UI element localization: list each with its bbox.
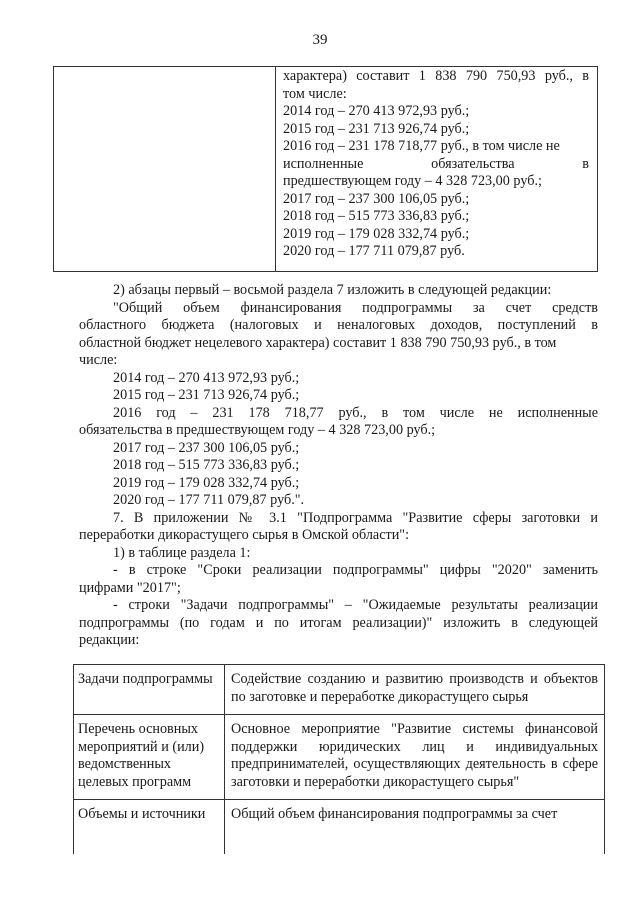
paragraph-line: подпрограммы (по годам и по итогам реализации)" изложить в следующей: [79, 614, 598, 631]
paragraph-line: областной бюджет нецелевого характера) составит 1 838 790 750,93 руб., в том: [79, 334, 557, 351]
paragraph-line: - строки "Задачи подпрограммы" – "Ожидаемые результаты реализации: [113, 597, 598, 613]
paragraph-line: редакции:: [79, 632, 140, 648]
paragraph-line: - в строке "Сроки реализации подпрограммы" цифры "2020" заменить: [113, 562, 598, 578]
table-line: исполненные обязательства в: [283, 155, 589, 172]
table-line: 2020 год – 177 711 079,87 руб.: [283, 243, 465, 259]
row-content: Основное мероприятие "Развитие системы финансовой поддержки юридических лиц и индивидуальных предпринимателей, осуществляющих деятельность в сфере заготовки и переработки дикорастущего сырья": [225, 715, 605, 800]
table-line: 2014 год – 270 413 972,93 руб.;: [283, 103, 470, 119]
paragraph-line: 1) в таблице раздела 1:: [113, 544, 251, 561]
row-label: Объемы и источники: [74, 800, 225, 854]
table-financing-cell: [276, 67, 597, 261]
paragraph-line: 7. В приложении № 3.1 "Подпрограмма "Развитие сферы заготовки и: [113, 509, 598, 526]
year-line: 2014 год – 270 413 972,93 руб.;: [113, 369, 300, 386]
paragraph-line: числе:: [79, 352, 118, 368]
year-line: 2018 год – 515 773 336,83 руб.;: [113, 457, 300, 473]
year-line: 2015 год – 231 713 926,74 руб.;: [113, 387, 300, 403]
year-line: 2017 год – 237 300 106,05 руб.;: [113, 439, 300, 456]
year-line: 2020 год – 177 711 079,87 руб.".: [113, 492, 305, 508]
row-label: Перечень основных мероприятий и (или) ведомственных целевых программ: [74, 715, 225, 800]
table-line: 2015 год – 231 713 926,74 руб.;: [283, 120, 470, 137]
table-empty-cell: [54, 67, 276, 271]
table-line: 2017 год – 237 300 106,05 руб.;: [283, 190, 470, 207]
financing-table-fragment: [53, 66, 598, 272]
year-line: 2016 год – 231 178 718,77 руб., в том числе не исполненные: [113, 404, 598, 421]
row-content: Содействие созданию и развитию производств и объектов по заготовке и переработке дикорастущего сырья: [225, 665, 605, 715]
year-line: 2019 год – 179 028 332,74 руб.;: [113, 474, 300, 491]
paragraph-line: цифрами "2017";: [79, 579, 181, 596]
paragraph-line: обязательства в предшествующем году – 4 328 723,00 руб.;: [79, 422, 436, 438]
table-row: [74, 715, 605, 800]
row-content: Общий объем финансирования подпрограммы за счет: [225, 800, 605, 854]
table-line: предшествующем году – 4 328 723,00 руб.;: [283, 173, 542, 189]
page-number: 39: [312, 32, 328, 48]
subprogram-table: [73, 664, 605, 854]
paragraph-line: областного бюджета (налоговых и неналоговых доходов, поступлений в: [79, 317, 598, 333]
table-line: 2018 год – 515 773 336,83 руб.;: [283, 208, 470, 224]
table-line: характера) составит 1 838 790 750,93 руб., в: [283, 68, 589, 84]
paragraph-line: переработки дикорастущего сырья в Омской области":: [79, 527, 410, 543]
row-label: Задачи подпрограммы: [74, 665, 225, 715]
table-line: том числе:: [283, 85, 347, 102]
table-row: [74, 665, 605, 715]
paragraph-line: "Общий объем финансирования подпрограммы за счет средств: [113, 299, 598, 316]
table-line: 2019 год – 179 028 332,74 руб.;: [283, 225, 470, 242]
table-line: 2016 год – 231 178 718,77 руб., в том числе не: [283, 138, 560, 154]
paragraph-line: 2) абзацы первый – восьмой раздела 7 изложить в следующей редакции:: [113, 282, 552, 298]
document-body: [79, 282, 598, 650]
table-row: [74, 800, 605, 854]
